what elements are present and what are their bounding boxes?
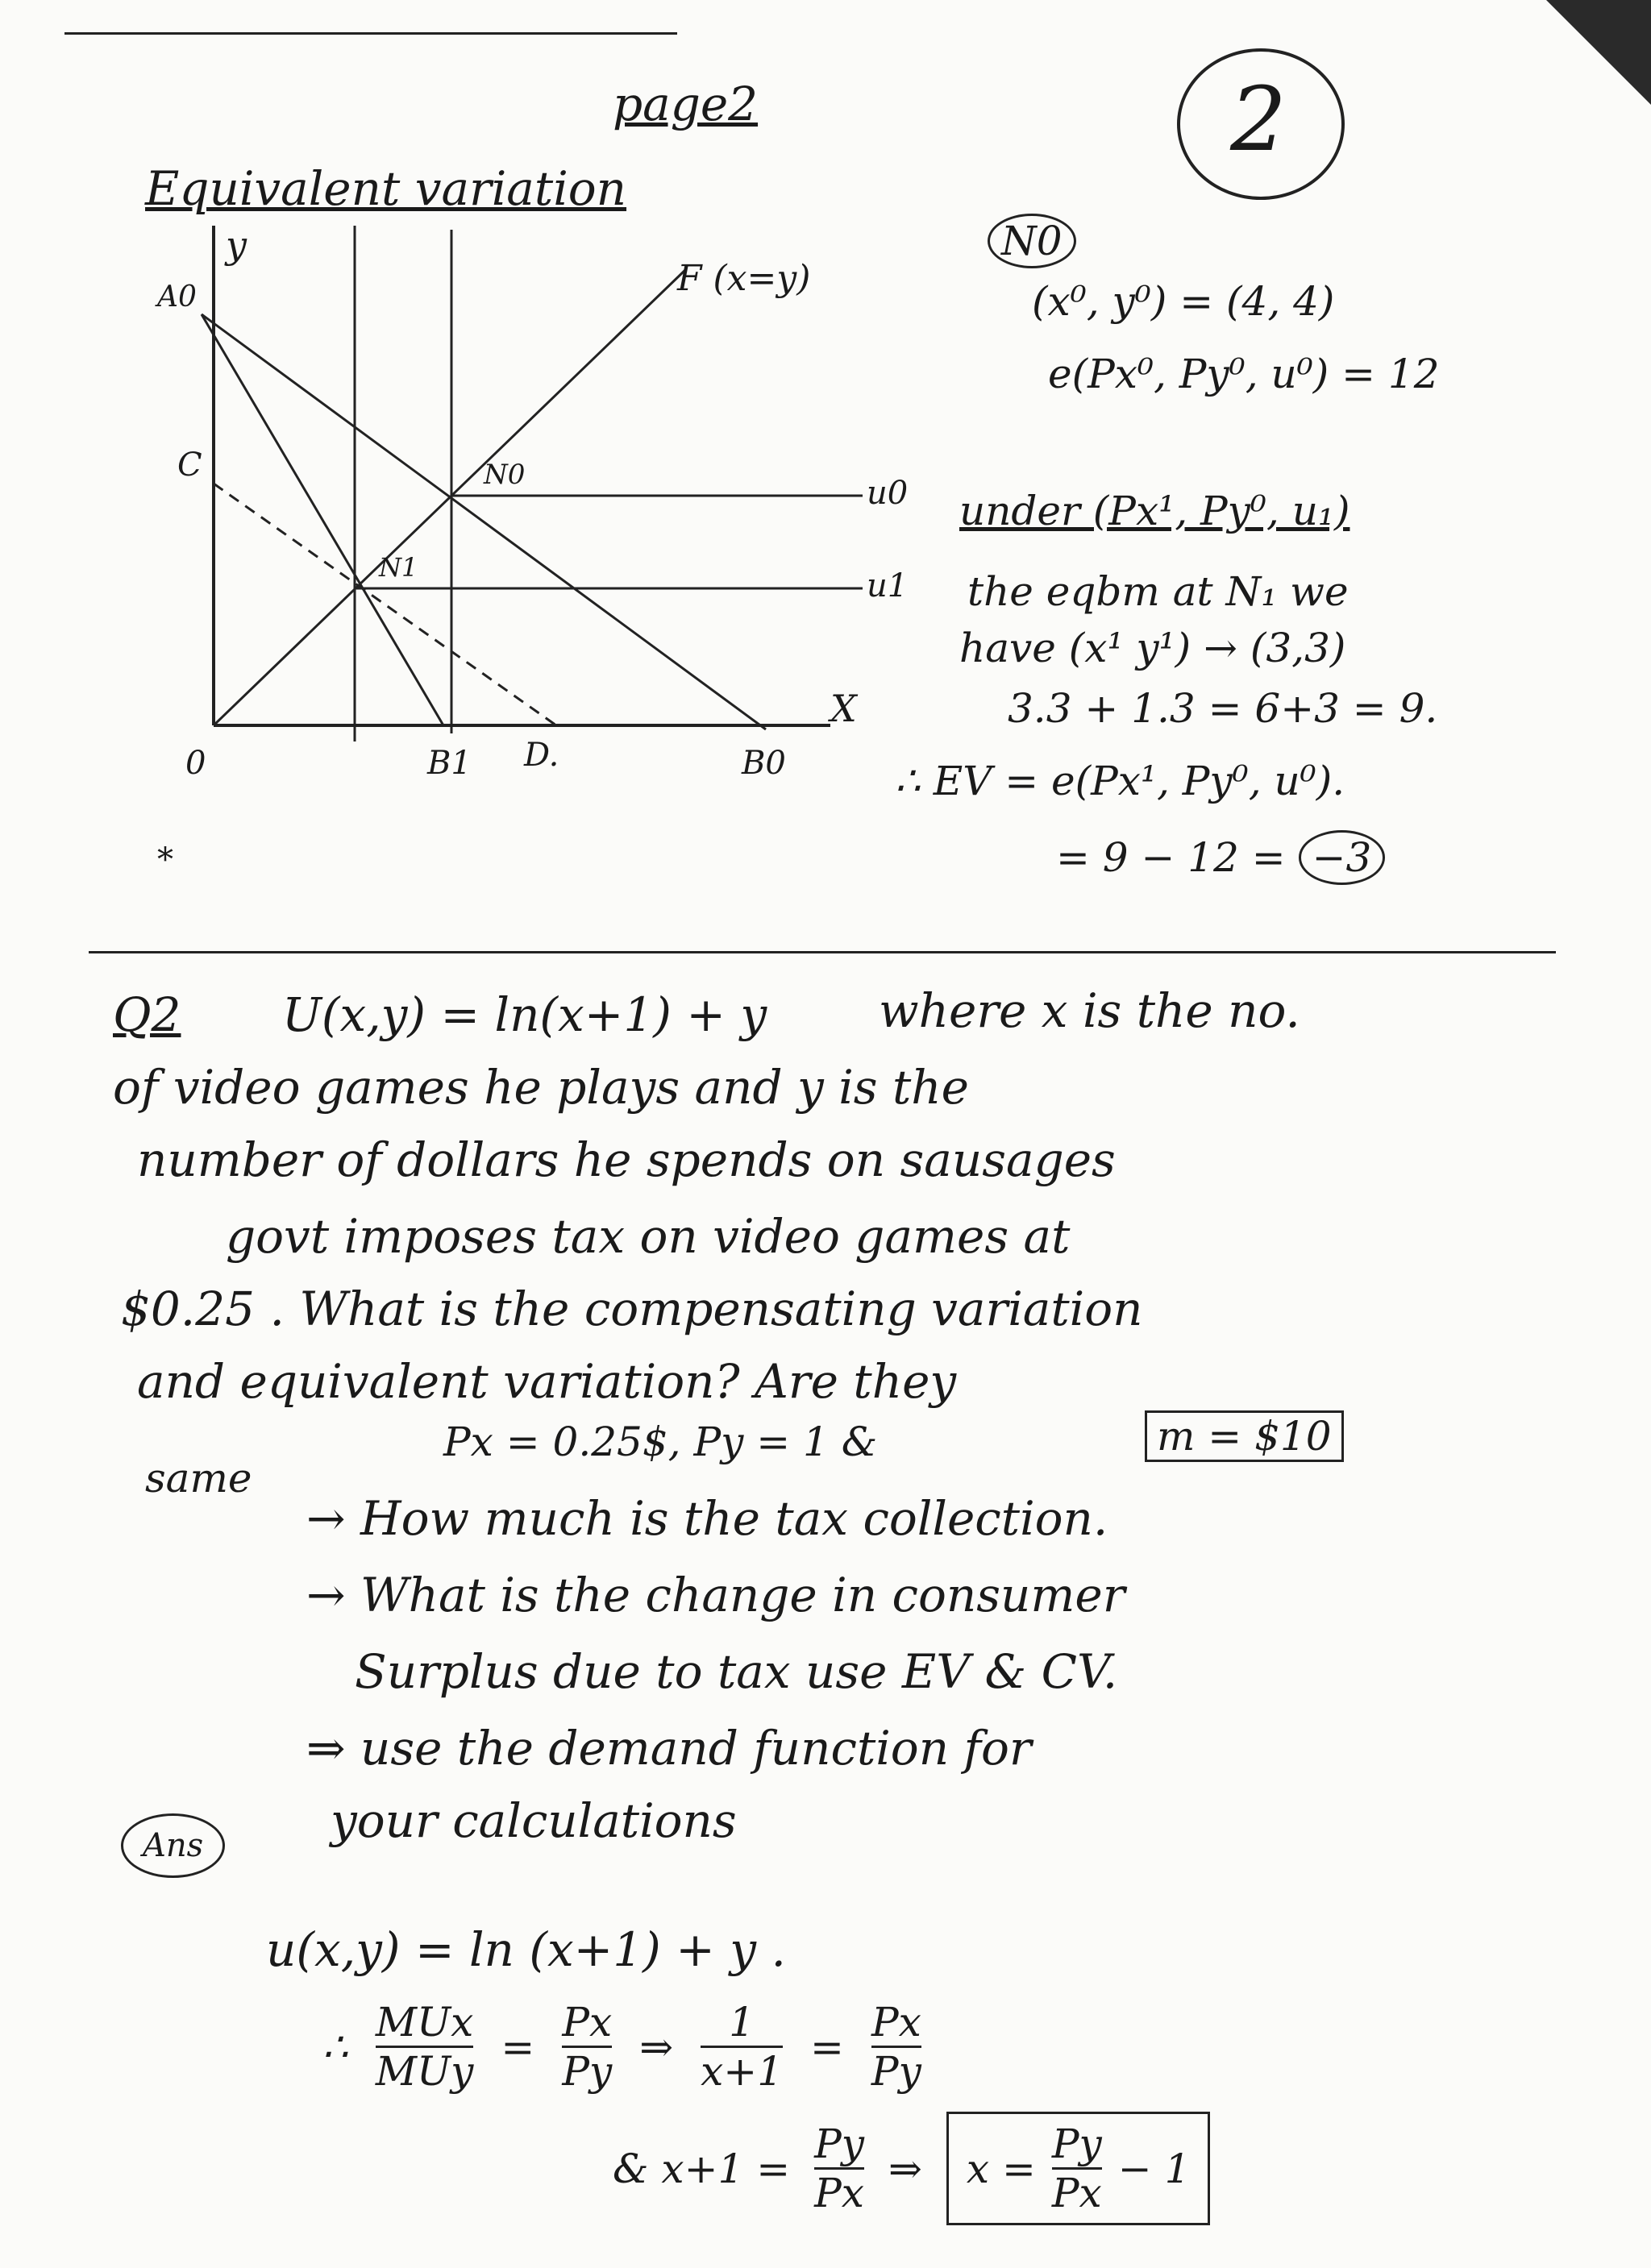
demand-equation <box>613 2112 1210 2225</box>
denominator-px: Px <box>814 2170 864 2216</box>
point-c-label: C <box>177 447 202 484</box>
question-line-6: and equivalent variation? Are they <box>137 1354 957 1409</box>
n0-badge: N0 <box>988 214 1076 268</box>
utility-function: u(x,y) = ln (x+1) + y . <box>266 1922 786 1977</box>
ev-calculation: = 9 − 12 = <box>1056 834 1286 881</box>
denominator-px-2: Px <box>1051 2170 1102 2216</box>
therefore-symbol: ∴ <box>322 2023 348 2071</box>
point-d-label: D. <box>524 737 559 774</box>
numerator-mux: MUx <box>375 1999 474 2046</box>
question-line-4: govt imposes tax on video games at <box>226 1209 1071 1264</box>
origin-label: 0 <box>185 745 206 782</box>
note-line-8 <box>1056 834 1385 881</box>
question-bullet-3: Surplus due to tax use EV & CV. <box>355 1644 1118 1699</box>
point-n0-label: N0 <box>484 459 526 491</box>
answer-badge: Ans <box>121 1813 225 1878</box>
implies-arrow: ⇒ <box>639 2023 674 2071</box>
top-rule <box>64 32 677 35</box>
numerator-py: Py <box>814 2121 864 2167</box>
numerator-1: 1 <box>729 1999 755 2046</box>
question-line-1b: where x is the no. <box>879 983 1300 1038</box>
budget-line-c-d <box>214 484 556 725</box>
fraction-mux-muy <box>376 1999 474 2095</box>
note-line-3: under (Px¹, Py⁰, u₁) <box>959 488 1350 534</box>
note-line-4: the eqbm at N₁ we <box>967 568 1349 615</box>
graph-title: Equivalent variation <box>145 161 627 216</box>
page-label: page2 <box>613 77 759 131</box>
question-bullet-2: → What is the change in consumer <box>306 1568 1125 1622</box>
demand-box-prefix: x = <box>966 2145 1036 2192</box>
denominator-muy: MUy <box>375 2048 474 2095</box>
question-same: same <box>145 1455 252 1502</box>
denominator-x1: x+1 <box>701 2048 784 2095</box>
question-bullet-1: → How much is the tax collection. <box>306 1491 1108 1546</box>
question-label: Q2 <box>113 987 181 1042</box>
implies-arrow-2: ⇒ <box>888 2145 922 2192</box>
u0-label: u0 <box>867 475 909 512</box>
equivalent-variation-graph <box>121 210 1008 887</box>
note-line-2: e(Px⁰, Py⁰, u⁰) = 12 <box>1048 351 1440 397</box>
page-number-circle <box>1177 48 1345 200</box>
numerator-py-2: Py <box>1051 2121 1102 2167</box>
fraction-px-py <box>562 1999 612 2095</box>
question-line-5: $0.25 . What is the compensating variation <box>121 1281 1143 1336</box>
fraction-px-py-2 <box>871 1999 921 2095</box>
demand-box-suffix: − 1 <box>1117 2145 1191 2192</box>
fraction-1-x1 <box>701 1999 783 2095</box>
u1-label: u1 <box>867 567 909 604</box>
note-line-1: (x⁰, y⁰) = (4, 4) <box>1032 278 1335 325</box>
question-bullet-5: your calculations <box>331 1793 737 1848</box>
numerator-px-2: Px <box>871 1999 921 2046</box>
question-line-2: of video games he plays and y is the <box>113 1060 969 1115</box>
note-line-6: 3.3 + 1.3 = 6+3 = 9. <box>1008 685 1438 732</box>
question-line-1a: U(x,y) = ln(x+1) + y <box>282 987 767 1042</box>
budget-line-a0-b0 <box>202 314 766 729</box>
page-number: 2 <box>1230 68 1287 171</box>
denominator-py: Py <box>562 2048 613 2095</box>
y-axis-label: y <box>226 223 247 267</box>
point-b1-label: B1 <box>427 745 472 782</box>
point-n1-label: N1 <box>379 552 418 583</box>
question-bullet-4: ⇒ use the demand function for <box>306 1721 1032 1776</box>
line-f-label: F (x=y) <box>677 258 811 299</box>
budget-line-a0-b1 <box>202 314 443 725</box>
page-corner-shadow <box>1546 0 1651 105</box>
demand-function-box <box>946 2112 1211 2225</box>
numerator-px: Px <box>562 1999 613 2046</box>
denominator-py-2: Py <box>871 2048 921 2095</box>
star-mark: * <box>157 841 173 879</box>
question-values: Px = 0.25$, Py = 1 & <box>443 1419 878 1465</box>
demand-prefix: & x+1 = <box>613 2145 791 2192</box>
point-b0-label: B0 <box>742 745 786 782</box>
ev-result: −3 <box>1299 830 1386 885</box>
question-line-3: number of dollars he spends on sausages <box>137 1132 1116 1187</box>
point-a0-label: A0 <box>157 280 197 314</box>
x-axis-label: X <box>830 687 857 730</box>
income-box: m = $10 <box>1145 1410 1344 1462</box>
fraction-py-px-2 <box>1052 2121 1102 2216</box>
fraction-py-px <box>814 2121 864 2216</box>
mrs-equation: ∴ MUx MUy = Px Py ⇒ 1 x+1 = Px Py <box>322 1999 921 2095</box>
note-line-7: ∴ EV = e(Px¹, Py⁰, u⁰). <box>895 758 1345 804</box>
note-line-5: have (x¹ y¹) → (3,3) <box>959 625 1346 671</box>
section-divider <box>89 951 1556 953</box>
